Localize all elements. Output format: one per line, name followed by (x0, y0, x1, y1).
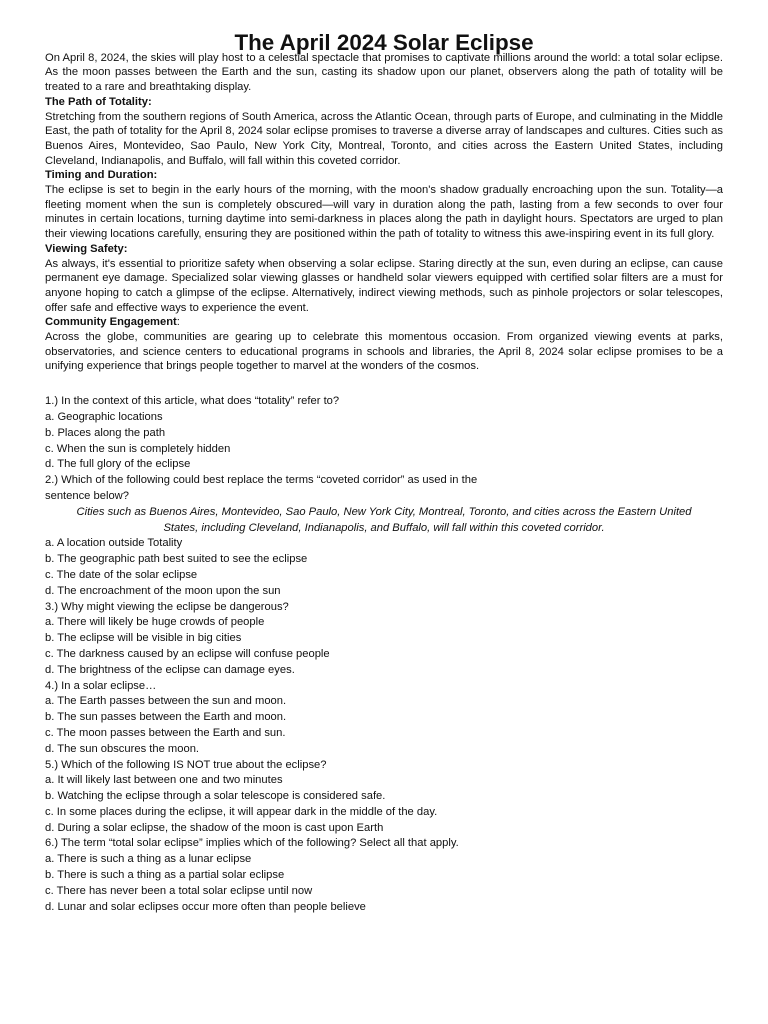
question-5-option-c: c. In some places during the eclipse, it will appear dark in the middle of the day. (45, 805, 438, 818)
question-4-prompt: 4.) In a solar eclipse… (45, 679, 157, 692)
section-text-safety: As always, it's essential to prioritize safety when observing a solar eclipse. Staring directly at the sun, even during an eclipse, can cause permanent eye damage. Specialized solar viewing glasses or handheld solar viewers equipped with certified solar filters are a must for anyone hoping to catch a glimpse of the eclipse. Alternatively, indirect viewing methods, such as pinhole projectors or solar telescopes, offer safe and effective ways to experience the event. (45, 257, 723, 314)
question-2-option-a: a. A location outside Totality (45, 537, 183, 550)
question-5-prompt: 5.) Which of the following IS NOT true about the eclipse? (45, 758, 327, 771)
question-5-option-b: b. Watching the eclipse through a solar telescope is considered safe. (45, 790, 386, 803)
section-text-timing: The eclipse is set to begin in the early hours of the morning, with the moon's shadow gradually encroaching upon the sun. Totality—a fleeting moment when the sun is completely obscured—will vary in duration along the path, lasting from a few seconds to over four minutes in certain locations, turning daytime into semi-darkness in places along the path in daylight hours. Spectators are urged to plan their viewing locations carefully, ensuring they are positioned within the path of totality to witness this awe-inspiring event in its full glory. (45, 184, 723, 241)
question-6-option-c: c. There has never been a total solar eclipse until now (45, 884, 313, 897)
question-6-option-a: a. There is such a thing as a lunar eclipse (45, 853, 252, 866)
question-2-option-d: d. The encroachment of the moon upon the sun (45, 584, 281, 597)
question-2-option-b: b. The geographic path best suited to see the eclipse (45, 553, 308, 566)
question-1-option-a: a. Geographic locations (45, 410, 163, 423)
question-1-prompt: 1.) In the context of this article, what does “totality” refer to? (45, 395, 340, 408)
section-heading-safety: Viewing Safety: (45, 242, 128, 255)
question-2-option-c: c. The date of the solar eclipse (45, 568, 198, 581)
question-2-quote: Cities such as Buenos Aires, Montevideo, Sao Paulo, New York City, Montreal, Toronto, and cities across the Eastern United States, including Cleveland, Indianapolis, and Buffalo, will fall within this coveted corridor. (76, 505, 692, 534)
section-text-path: Stretching from the southern regions of South America, across the Atlantic Ocean, through parts of Europe, and culminating in the Middle East, the path of totality for the April 8, 2024 solar eclipse promises to traverse a diverse array of landscapes and cultures. Cities such as Buenos Aires, Montevideo, Sao Paulo, New York City, Montreal, Toronto, and cities across the Eastern United States, including Cleveland, Indianapolis, and Buffalo, will fall within this coveted corridor. (45, 110, 723, 167)
question-4-option-a: a. The Earth passes between the sun and moon. (45, 695, 287, 708)
question-4-option-d: d. The sun obscures the moon. (45, 742, 200, 755)
question-5-option-d: d. During a solar eclipse, the shadow of the moon is cast upon Earth (45, 821, 384, 834)
question-6-prompt: 6.) The term “total solar eclipse” implies which of the following? Select all that apply. (45, 837, 459, 850)
question-3-prompt: 3.) Why might viewing the eclipse be dangerous? (45, 600, 289, 613)
question-5-option-a: a. It will likely last between one and two minutes (45, 774, 283, 787)
question-1-option-c: c. When the sun is completely hidden (45, 442, 231, 455)
section-heading-community-label: Community Engagement (45, 316, 177, 329)
question-4-option-c: c. The moon passes between the Earth and sun. (45, 726, 286, 739)
questions-list (45, 394, 723, 915)
section-heading-community: Community Engagement: (45, 316, 180, 329)
intro-paragraph: On April 8, 2024, the skies will play host to a celestial spectacle that promises to captivate millions around the world: a total solar eclipse. As the moon passes between the Earth and the sun, casting its shadow upon our planet, observers along the path of totality will be treated to a rare and breathtaking display. (45, 51, 723, 94)
question-6-option-d: d. Lunar and solar eclipses occur more often than people believe (45, 900, 366, 913)
question-2-prompt-continued: sentence below? (45, 489, 129, 502)
section-heading-timing: Timing and Duration: (45, 169, 158, 182)
document-title: The April 2024 Solar Eclipse (234, 30, 534, 55)
question-1-option-d: d. The full glory of the eclipse (45, 458, 191, 471)
question-4-option-b: b. The sun passes between the Earth and moon. (45, 711, 287, 724)
section-text-community: Across the globe, communities are gearing up to celebrate this momentous occasion. From organized viewing events at parks, observatories, and science centers to educational programs in schools and libraries, the April 8, 2024 solar eclipse promises to be a unifying experience that brings people together to marvel at the wonders of the cosmos. (45, 331, 723, 373)
question-3-option-c: c. The darkness caused by an eclipse will confuse people (45, 647, 330, 660)
question-3-option-d: d. The brightness of the eclipse can damage eyes. (45, 663, 295, 676)
question-6-option-b: b. There is such a thing as a partial solar eclipse (45, 869, 285, 882)
question-2-prompt: 2.) Which of the following could best replace the terms “coveted corridor” as used in the (45, 474, 478, 487)
question-3-option-a: a. There will likely be huge crowds of people (45, 616, 265, 629)
question-3-option-b: b. The eclipse will be visible in big cities (45, 632, 242, 645)
question-1-option-b: b. Places along the path (45, 426, 166, 439)
section-heading-path: The Path of Totality: (45, 95, 152, 108)
